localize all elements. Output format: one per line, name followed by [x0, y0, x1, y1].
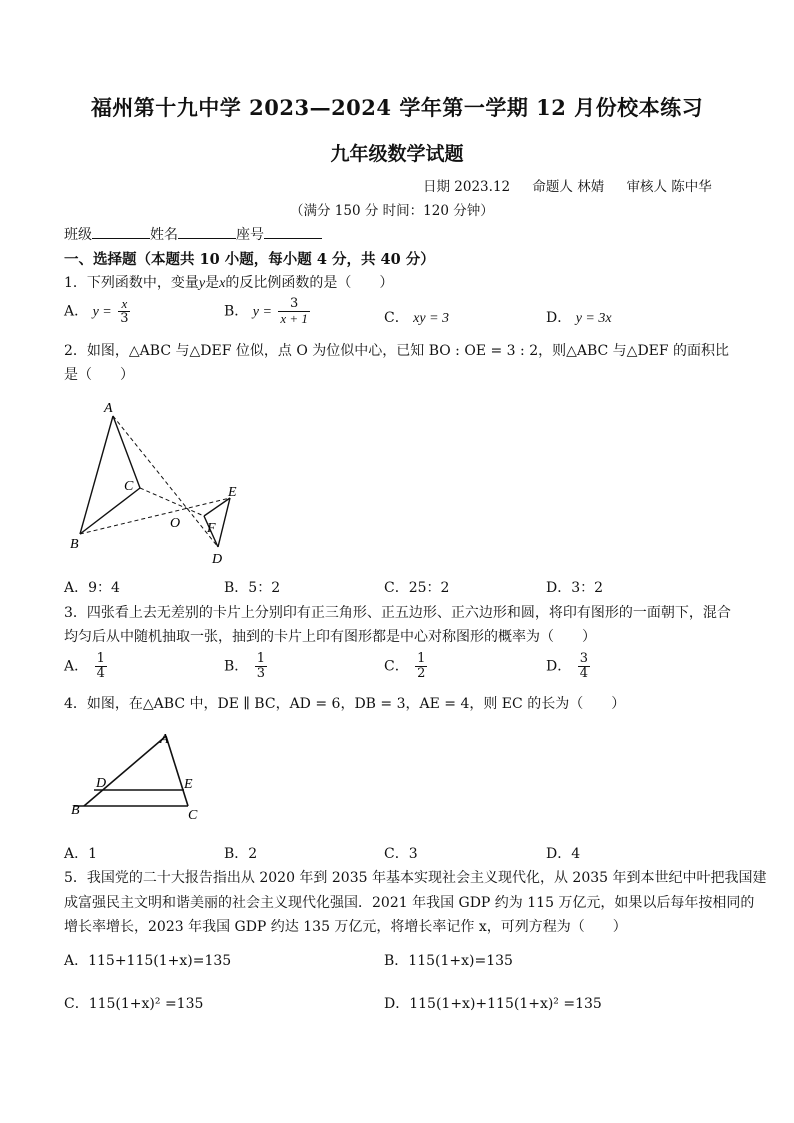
- reviewer-label: 审核人 陈中华: [626, 179, 712, 195]
- q4-option-d[interactable]: D．4: [546, 846, 581, 862]
- equation-lhs: y =: [252, 304, 272, 320]
- option-label: A．: [64, 303, 89, 320]
- seat-label: 座号: [236, 227, 264, 243]
- score-time: （满分 150 分 时间：120 分钟）: [290, 203, 494, 219]
- option-label: C．: [384, 310, 409, 326]
- label-o: O: [170, 516, 181, 531]
- q5-option-c[interactable]: C．115(1+x)² =135: [64, 996, 204, 1012]
- label-a: A: [104, 401, 113, 416]
- label-b: B: [71, 803, 80, 818]
- q1-var-y: y: [198, 276, 206, 291]
- option-label: C．: [384, 658, 409, 675]
- label-c: C: [124, 479, 134, 494]
- numerator: 1: [417, 651, 426, 666]
- exam-title: 福州第十九中学 2023—2024 学年第一学期 12 月份校本练习: [90, 95, 704, 120]
- segment-ab: [84, 736, 166, 806]
- label-c: C: [188, 808, 198, 823]
- q4-stem: 4．如图，在△ABC 中，DE ∥ BC，AD = 6，DB = 3，AE = 4，则 EC 的长为（ ）: [64, 696, 626, 712]
- label-d: D: [96, 776, 107, 791]
- q5-option-d[interactable]: D．115(1+x)+115(1+x)² =135: [384, 996, 602, 1012]
- q3-stem-line1: 3．四张看上去无差别的卡片上分别印有正三角形、正五边形、正六边形和圆，将印有图形的一面朝下，混合: [64, 605, 731, 621]
- fraction: [278, 297, 310, 326]
- q1-stem-part: 1．下列函数中，变量: [64, 275, 199, 291]
- q3-option-b[interactable]: [224, 652, 269, 681]
- label-d: D: [212, 552, 223, 567]
- fraction: [415, 652, 427, 681]
- segment-ab: [80, 416, 113, 534]
- option-label: A．: [64, 658, 89, 675]
- denominator: x + 1: [280, 311, 308, 326]
- q1-option-a[interactable]: [64, 297, 132, 326]
- q3-option-d[interactable]: [546, 652, 592, 681]
- q3-stem-line2: 均匀后从中随机抽取一张，抽到的卡片上印有图形都是中心对称图形的概率为（ ）: [64, 629, 596, 645]
- q2-stem-line1: 2．如图，△ABC 与△DEF 位似，点 O 为位似中心，已知 BO : OE = 3 : 2，则△ABC 与△DEF 的面积比: [64, 343, 730, 359]
- q5-option-a[interactable]: A．115+115(1+x)=135: [64, 953, 232, 969]
- label-e: E: [228, 485, 237, 500]
- option-expression: y = 3x: [575, 311, 612, 326]
- fraction: [578, 652, 590, 681]
- fraction: [118, 297, 130, 326]
- name-blank[interactable]: [178, 224, 236, 239]
- q3-option-c[interactable]: [384, 652, 429, 681]
- q5-option-b[interactable]: B．115(1+x)=135: [384, 953, 513, 969]
- q5-stem-line1: 5．我国党的二十大报告指出从 2020 年到 2035 年基本实现社会主义现代化，从 2035 年到本世纪中叶把我国建: [64, 870, 767, 886]
- equation-lhs: y =: [92, 304, 112, 320]
- option-label: B．: [224, 303, 249, 320]
- denominator: 4: [579, 666, 588, 681]
- denominator: 3: [120, 311, 129, 326]
- q2-option-b[interactable]: B．5：2: [224, 580, 281, 596]
- exam-subtitle: 九年级数学试题: [330, 143, 464, 165]
- q2-option-d[interactable]: D．3：2: [546, 580, 604, 596]
- option-label: D．: [546, 658, 572, 675]
- label-a: A: [160, 732, 169, 747]
- numerator: 3: [579, 651, 588, 666]
- q5-stem-line3: 增长率增长，2023 年我国 GDP 约达 135 万亿元，将增长率记作 x，可列方程为（ ）: [64, 919, 627, 935]
- label-e: E: [184, 777, 193, 792]
- q1-stem-part: 是: [205, 275, 220, 291]
- class-blank[interactable]: [92, 224, 150, 239]
- denominator: 2: [417, 666, 426, 681]
- q2-option-a[interactable]: A．9：4: [64, 580, 120, 596]
- q5-stem-line2: 成富强民主文明和谐美丽的社会主义现代化强国．2021 年我国 GDP 约为 115 万亿元，如果以后每年按相同的: [64, 895, 755, 911]
- q4-option-c[interactable]: C．3: [384, 846, 418, 862]
- q1-option-b[interactable]: [224, 297, 312, 326]
- label-b: B: [70, 537, 79, 552]
- student-info-row: [64, 224, 322, 245]
- fraction: [255, 652, 267, 681]
- section-title: 一、选择题（本题共 10 小题，每小题 4 分，共 40 分）: [64, 251, 435, 268]
- denominator: 3: [256, 666, 266, 681]
- option-label: D．: [546, 310, 572, 326]
- fraction: [95, 652, 107, 681]
- name-label: 姓名: [150, 227, 178, 243]
- option-label: B．: [224, 658, 249, 675]
- q1-stem: [64, 273, 393, 294]
- denominator: 4: [96, 666, 105, 681]
- q4-option-b[interactable]: B．2: [224, 846, 258, 862]
- q4-figure: [66, 726, 216, 826]
- numerator: 1: [256, 651, 266, 666]
- q1-option-c[interactable]: [384, 307, 449, 327]
- date-label: 日期 2023.12: [423, 179, 511, 195]
- q1-var-x: x: [219, 276, 226, 291]
- exam-meta: [423, 175, 730, 195]
- author-label: 命题人 林婧: [532, 179, 605, 195]
- option-expression: xy = 3: [413, 311, 450, 326]
- q2-figure: [60, 392, 260, 570]
- q3-option-a[interactable]: [64, 652, 109, 681]
- numerator: 3: [278, 297, 310, 312]
- q2-option-c[interactable]: C．25：2: [384, 580, 450, 596]
- class-label: 班级: [64, 227, 92, 243]
- q2-stem-line2: 是（ ）: [64, 367, 134, 383]
- seat-blank[interactable]: [264, 224, 322, 239]
- numerator: x: [118, 297, 130, 312]
- label-f: F: [207, 521, 216, 536]
- q1-option-d[interactable]: [546, 307, 612, 327]
- segment-ac: [113, 416, 140, 488]
- q1-stem-part: 的反比例函数的是（ ）: [225, 275, 394, 291]
- q4-option-a[interactable]: A．1: [64, 846, 98, 862]
- numerator: 1: [96, 651, 105, 666]
- segment-ac: [166, 736, 188, 806]
